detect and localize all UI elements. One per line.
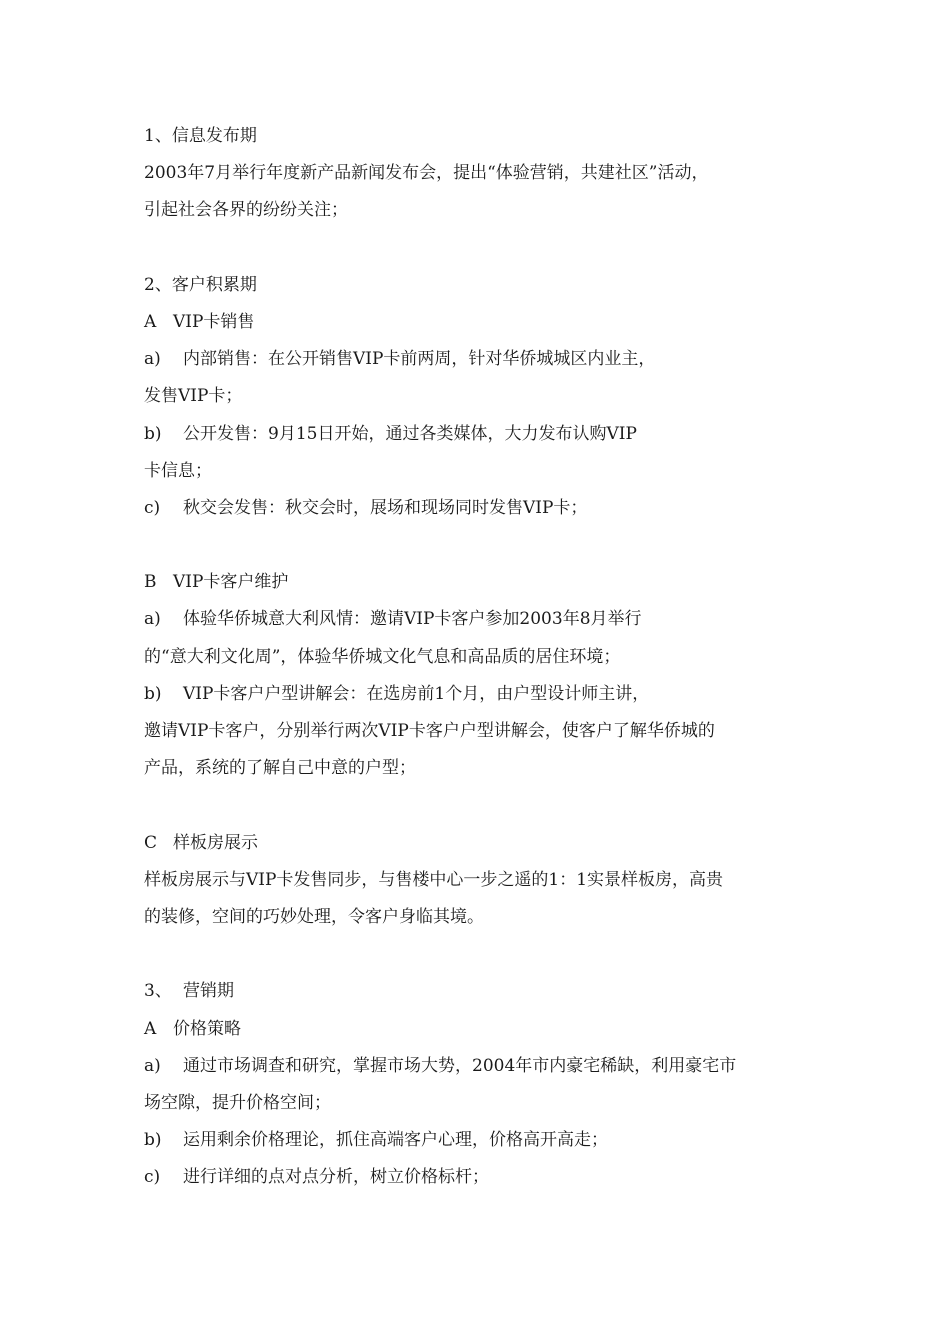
section-1-body-line: 2003年7月举行年度新产品新闻发布会，提出“体验营销，共建社区”活动， <box>144 163 709 184</box>
list-item <box>144 1122 814 1159</box>
list-marker: a) <box>144 349 161 370</box>
list-item-text: VIP卡客户户型讲解会：在选房前1个月，由户型设计师主讲， <box>183 683 650 704</box>
paragraph-gap <box>144 936 814 973</box>
subsection-title: VIP卡客户维护 <box>173 572 289 593</box>
subsection-marker: B <box>144 572 157 593</box>
list-item-text: 进行详细的点对点分析，树立价格标杆； <box>183 1167 489 1188</box>
list-item-continuation: 产品，系统的了解自己中意的户型； <box>144 758 416 779</box>
subsection-c-heading <box>144 825 814 862</box>
subsection-marker: A <box>144 1018 157 1039</box>
subsection-b-heading <box>144 564 814 601</box>
list-item <box>144 1159 814 1196</box>
list-item <box>144 416 814 453</box>
subsection-title: 样板房展示 <box>173 832 258 853</box>
list-item-continuation: 卡信息； <box>144 460 212 481</box>
subsection-body-line: 的装修，空间的巧妙处理，令客户身临其境。 <box>144 906 484 927</box>
list-item <box>144 490 814 527</box>
list-item-continuation: 的“意大利文化周”，体验华侨城文化气息和高品质的居住环境； <box>144 646 621 667</box>
section-title: 营销期 <box>183 981 234 1002</box>
list-item <box>144 1048 814 1085</box>
list-marker: c) <box>144 1167 161 1188</box>
subsection-a-heading <box>144 1011 814 1048</box>
list-item <box>144 341 814 378</box>
list-marker: a) <box>144 609 161 630</box>
section-number: 3、 <box>144 981 172 1002</box>
list-item-continuation: 场空隙，提升价格空间； <box>144 1092 331 1113</box>
subsection-marker: A <box>144 311 157 332</box>
document-page <box>144 118 814 1196</box>
paragraph-gap <box>144 230 814 267</box>
section-3-heading <box>144 973 814 1010</box>
list-item <box>144 676 814 713</box>
list-item-text: 内部销售：在公开销售VIP卡前两周，针对华侨城城区内业主， <box>183 349 656 370</box>
list-item <box>144 601 814 638</box>
list-marker: b) <box>144 683 162 704</box>
list-item-continuation: 发售VIP卡； <box>144 386 243 407</box>
list-item-continuation: 邀请VIP卡客户，分别举行两次VIP卡客户户型讲解会，使客户了解华侨城的 <box>144 721 715 741</box>
subsection-title: VIP卡销售 <box>173 311 255 332</box>
list-marker: c) <box>144 497 161 518</box>
section-1-body-line: 引起社会各界的纷纷关注； <box>144 200 348 221</box>
subsection-a-heading <box>144 304 814 341</box>
list-item-text: 运用剩余价格理论，抓住高端客户心理，价格高开高走； <box>183 1130 608 1151</box>
subsection-body-line: 样板房展示与VIP卡发售同步，与售楼中心一步之遥的1：1实景样板房，高贵 <box>144 869 724 890</box>
paragraph-gap <box>144 787 814 824</box>
list-marker: b) <box>144 1130 162 1151</box>
list-marker: b) <box>144 423 162 444</box>
section-1-heading: 1、信息发布期 <box>144 126 257 146</box>
paragraph-gap <box>144 527 814 564</box>
list-marker: a) <box>144 1055 161 1076</box>
subsection-marker: C <box>144 832 158 853</box>
list-item-text: 体验华侨城意大利风情：邀请VIP卡客户参加2003年8月举行 <box>183 609 642 630</box>
list-item-text: 秋交会发售：秋交会时，展场和现场同时发售VIP卡； <box>183 497 588 518</box>
list-item-text: 通过市场调查和研究，掌握市场大势，2004年市内豪宅稀缺，利用豪宅市 <box>183 1055 737 1076</box>
subsection-title: 价格策略 <box>173 1018 241 1039</box>
list-item-text: 公开发售：9月15日开始，通过各类媒体，大力发布认购VIP <box>183 423 637 444</box>
section-2-heading: 2、客户积累期 <box>144 274 257 295</box>
